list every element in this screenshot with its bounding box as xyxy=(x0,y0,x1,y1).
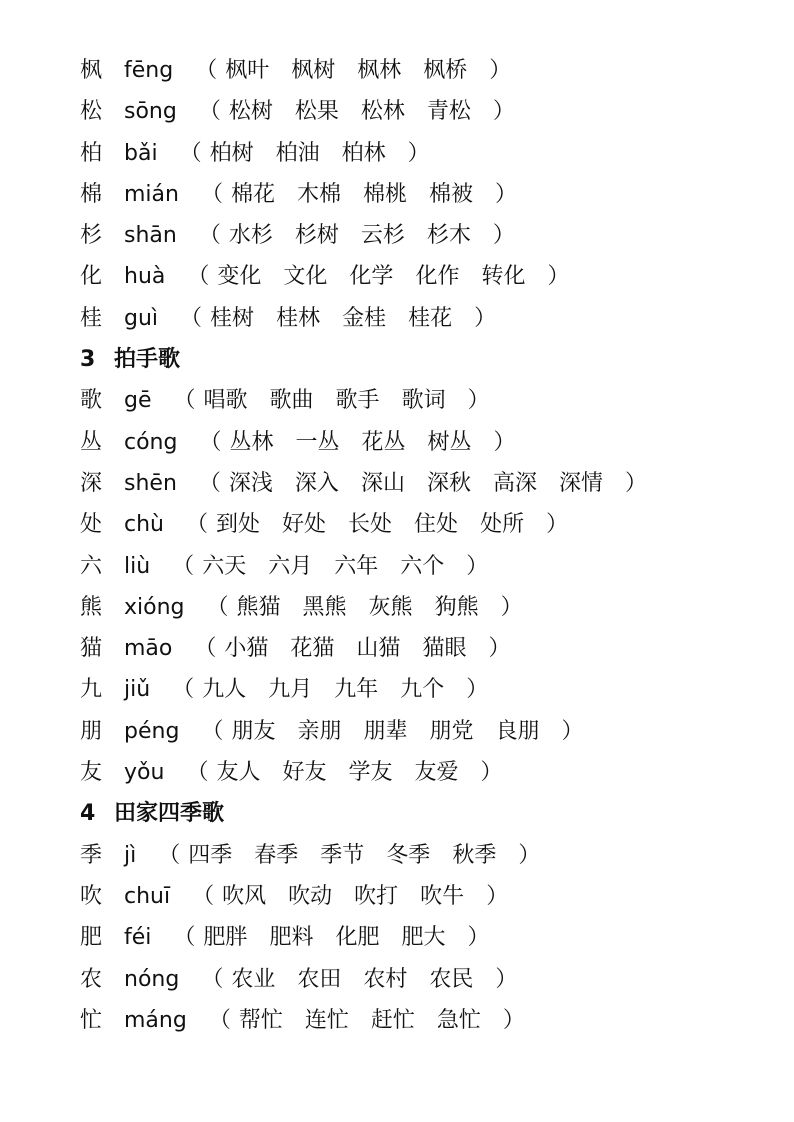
entry-word: 歌词 xyxy=(401,388,446,414)
close-paren: ） xyxy=(486,883,509,909)
open-paren: （ xyxy=(180,305,203,331)
close-paren: ） xyxy=(500,594,523,620)
entry-word: 九年 xyxy=(334,677,379,703)
entry-word: 农田 xyxy=(297,966,342,992)
entry-word: 九月 xyxy=(268,677,313,703)
vocab-entry xyxy=(80,752,780,793)
close-paren: ） xyxy=(492,99,515,125)
entry-pinyin: shēn xyxy=(124,470,177,496)
entry-pinyin: chù xyxy=(124,512,164,538)
open-paren: （ xyxy=(192,883,215,909)
entry-word: 四季 xyxy=(188,842,233,868)
close-paren: ） xyxy=(493,429,516,455)
entry-character: 朋 xyxy=(80,718,103,744)
entry-character: 棉 xyxy=(80,181,103,207)
entry-pinyin: jiǔ xyxy=(124,677,151,703)
entry-word: 农村 xyxy=(363,966,408,992)
vocab-entry xyxy=(80,711,780,752)
entry-word: 花猫 xyxy=(290,636,335,662)
close-paren: ） xyxy=(547,264,570,290)
entry-character: 化 xyxy=(80,264,103,290)
vocab-entry xyxy=(80,835,780,876)
entry-word: 柏树 xyxy=(209,140,254,166)
entry-word: 枫树 xyxy=(291,58,336,83)
entry-word: 杉木 xyxy=(426,223,471,249)
entry-word: 桂林 xyxy=(276,305,321,331)
vocab-entry xyxy=(80,959,780,1000)
entry-character: 肥 xyxy=(80,925,103,951)
vocab-entry xyxy=(80,91,780,132)
entry-word: 好友 xyxy=(282,760,327,786)
entry-word: 赶忙 xyxy=(370,1007,415,1033)
entry-word: 春季 xyxy=(254,842,299,868)
entry-word: 熊猫 xyxy=(236,594,281,620)
entry-pinyin: sōng xyxy=(124,99,177,125)
entry-word: 友爱 xyxy=(414,760,459,786)
entry-word: 高深 xyxy=(492,470,537,496)
entry-word: 朋党 xyxy=(429,718,474,744)
vocab-entry xyxy=(80,917,780,958)
entry-pinyin: péng xyxy=(124,718,180,744)
vocab-entry xyxy=(80,422,780,463)
entry-word: 桂树 xyxy=(210,305,255,331)
entry-word: 季节 xyxy=(320,842,365,868)
entry-pinyin: yǒu xyxy=(124,760,165,786)
open-paren: （ xyxy=(199,429,222,455)
open-paren: （ xyxy=(208,1007,231,1033)
open-paren: （ xyxy=(198,99,221,125)
vocab-entry xyxy=(80,669,780,710)
close-paren: ） xyxy=(474,305,497,331)
entry-word: 山猫 xyxy=(356,636,401,662)
entry-word: 连忙 xyxy=(304,1007,349,1033)
entry-pinyin: nóng xyxy=(124,966,180,992)
entry-word: 帮忙 xyxy=(238,1007,283,1033)
entry-word: 吹牛 xyxy=(420,883,465,909)
entry-word: 吹风 xyxy=(222,883,267,909)
entry-word: 朋辈 xyxy=(363,718,408,744)
entry-word: 六月 xyxy=(268,553,313,579)
entry-character: 农 xyxy=(80,966,103,992)
entry-word: 一丛 xyxy=(295,429,340,455)
entry-word: 黑熊 xyxy=(302,594,347,620)
entry-word: 吹打 xyxy=(354,883,399,909)
vocab-entry xyxy=(80,298,780,339)
entry-word: 秋季 xyxy=(452,842,497,868)
entry-character: 深 xyxy=(80,470,103,496)
section-number: 3 xyxy=(80,347,96,373)
entry-word: 长处 xyxy=(348,512,393,538)
close-paren: ） xyxy=(492,223,515,249)
entry-word: 深山 xyxy=(360,470,405,496)
open-paren: （ xyxy=(185,512,208,538)
entry-pinyin: māo xyxy=(124,636,173,662)
entry-character: 九 xyxy=(80,677,103,703)
close-paren: ） xyxy=(488,636,511,662)
entry-word: 处所 xyxy=(480,512,525,538)
entry-character: 猫 xyxy=(80,636,103,662)
vocab-entry xyxy=(80,380,780,421)
entry-word: 到处 xyxy=(216,512,261,538)
entry-word: 唱歌 xyxy=(203,388,248,414)
vocab-entry xyxy=(80,876,780,917)
entry-word: 冬季 xyxy=(386,842,431,868)
entry-word: 枫叶 xyxy=(225,58,270,83)
entry-character: 杉 xyxy=(80,223,103,249)
vocab-entry xyxy=(80,133,780,174)
entry-word: 水杉 xyxy=(228,223,273,249)
entry-word: 朋友 xyxy=(231,718,276,744)
close-paren: ） xyxy=(466,553,489,579)
vocab-entry xyxy=(80,628,780,669)
entry-word: 枫林 xyxy=(357,58,402,83)
entry-character: 吹 xyxy=(80,883,103,909)
entry-word: 棉桃 xyxy=(363,181,408,207)
entry-pinyin: shān xyxy=(124,223,177,249)
entry-word: 云杉 xyxy=(360,223,405,249)
entry-word: 六个 xyxy=(400,553,445,579)
entry-word: 树丛 xyxy=(427,429,472,455)
open-paren: （ xyxy=(198,223,221,249)
entry-word: 狗熊 xyxy=(434,594,479,620)
entry-word: 六天 xyxy=(202,553,247,579)
close-paren: ） xyxy=(467,925,490,951)
entry-pinyin: huà xyxy=(124,264,166,290)
entry-character: 柏 xyxy=(80,140,103,166)
entry-character: 松 xyxy=(80,99,103,125)
entry-pinyin: guì xyxy=(124,305,159,331)
entry-word: 松树 xyxy=(228,99,273,125)
entry-pinyin: cóng xyxy=(124,429,178,455)
vocab-entry xyxy=(80,463,780,504)
entry-word: 灰熊 xyxy=(368,594,413,620)
entry-word: 深入 xyxy=(294,470,339,496)
entry-word: 木棉 xyxy=(297,181,342,207)
entry-word: 金桂 xyxy=(342,305,387,331)
close-paren: ） xyxy=(467,388,490,414)
open-paren: （ xyxy=(172,553,195,579)
entry-word: 松林 xyxy=(360,99,405,125)
vocab-entry xyxy=(80,587,780,628)
open-paren: （ xyxy=(172,677,195,703)
entry-word: 文化 xyxy=(283,264,328,290)
entry-word: 桂花 xyxy=(408,305,453,331)
entry-word: 杉树 xyxy=(294,223,339,249)
entry-word: 住处 xyxy=(414,512,459,538)
entry-pinyin: chuī xyxy=(124,883,171,909)
entry-word: 深浅 xyxy=(228,470,273,496)
entry-word: 棉被 xyxy=(429,181,474,207)
open-paren: （ xyxy=(179,140,202,166)
entry-word: 柏林 xyxy=(341,140,386,166)
open-paren: （ xyxy=(187,264,210,290)
entry-word: 吹动 xyxy=(288,883,333,909)
entry-word: 农民 xyxy=(429,966,474,992)
entry-character: 桂 xyxy=(80,305,103,331)
entry-word: 六年 xyxy=(334,553,379,579)
entry-character: 处 xyxy=(80,512,103,538)
entry-pinyin: fēng xyxy=(124,58,174,83)
entry-word: 猫眼 xyxy=(422,636,467,662)
entry-word: 九个 xyxy=(400,677,445,703)
open-paren: （ xyxy=(201,966,224,992)
close-paren: ） xyxy=(495,181,518,207)
close-paren: ） xyxy=(480,760,503,786)
open-paren: （ xyxy=(200,181,223,207)
entry-word: 柏油 xyxy=(275,140,320,166)
entry-word: 急忙 xyxy=(436,1007,481,1033)
entry-word: 九人 xyxy=(202,677,247,703)
open-paren: （ xyxy=(195,58,218,83)
entry-word: 化学 xyxy=(349,264,394,290)
entry-word: 丛林 xyxy=(229,429,274,455)
entry-pinyin: xióng xyxy=(124,594,185,620)
entry-word: 化肥 xyxy=(335,925,380,951)
open-paren: （ xyxy=(186,760,209,786)
entry-word: 小猫 xyxy=(224,636,269,662)
entry-word: 好处 xyxy=(282,512,327,538)
entry-character: 忙 xyxy=(80,1007,103,1033)
vocabulary-page xyxy=(80,50,780,1041)
close-paren: ） xyxy=(546,512,569,538)
close-paren: ） xyxy=(625,470,648,496)
entry-pinyin: gē xyxy=(124,388,152,414)
open-paren: （ xyxy=(158,842,181,868)
entry-word: 深秋 xyxy=(426,470,471,496)
close-paren: ） xyxy=(466,677,489,703)
open-paren: （ xyxy=(198,470,221,496)
entry-word: 歌曲 xyxy=(269,388,314,414)
entry-character: 六 xyxy=(80,553,103,579)
entry-word: 农业 xyxy=(231,966,276,992)
entry-word: 青松 xyxy=(426,99,471,125)
vocab-entry xyxy=(80,1000,780,1041)
entry-character: 丛 xyxy=(80,429,103,455)
section-heading xyxy=(80,339,780,380)
close-paren: ） xyxy=(407,140,430,166)
entry-pinyin: máng xyxy=(124,1007,187,1033)
entry-pinyin: jì xyxy=(124,842,137,868)
entry-character: 歌 xyxy=(80,388,103,414)
open-paren: （ xyxy=(206,594,229,620)
entry-word: 学友 xyxy=(348,760,393,786)
entry-word: 亲朋 xyxy=(297,718,342,744)
entry-word: 深情 xyxy=(558,470,603,496)
open-paren: （ xyxy=(194,636,217,662)
entry-word: 化作 xyxy=(415,264,460,290)
section-heading xyxy=(80,793,780,834)
section-title: 田家四季歌 xyxy=(114,801,225,827)
entry-word: 歌手 xyxy=(335,388,380,414)
entry-word: 变化 xyxy=(217,264,262,290)
entry-character: 枫 xyxy=(80,58,103,83)
vocab-entry xyxy=(80,174,780,215)
close-paren: ） xyxy=(561,718,584,744)
section-number: 4 xyxy=(80,801,96,827)
vocab-entry xyxy=(80,504,780,545)
close-paren: ） xyxy=(489,58,512,83)
vocab-entry xyxy=(80,546,780,587)
close-paren: ） xyxy=(495,966,518,992)
entry-word: 棉花 xyxy=(230,181,275,207)
entry-character: 季 xyxy=(80,842,103,868)
entry-word: 枫桥 xyxy=(423,58,468,83)
entry-character: 熊 xyxy=(80,594,103,620)
entry-pinyin: liù xyxy=(124,553,151,579)
entry-pinyin: féi xyxy=(124,925,152,951)
entry-word: 肥料 xyxy=(269,925,314,951)
entry-word: 肥胖 xyxy=(203,925,248,951)
entry-word: 肥大 xyxy=(401,925,446,951)
vocab-entry xyxy=(80,256,780,297)
entry-pinyin: bǎi xyxy=(124,140,158,166)
section-title: 拍手歌 xyxy=(114,347,181,373)
close-paren: ） xyxy=(502,1007,525,1033)
entry-character: 友 xyxy=(80,760,103,786)
vocab-entry xyxy=(80,215,780,256)
entry-word: 松果 xyxy=(294,99,339,125)
entry-word: 良朋 xyxy=(495,718,540,744)
vocab-entry xyxy=(80,50,780,91)
entry-word: 转化 xyxy=(481,264,526,290)
entry-pinyin: mián xyxy=(124,181,179,207)
open-paren: （ xyxy=(173,388,196,414)
close-paren: ） xyxy=(518,842,541,868)
entry-word: 友人 xyxy=(216,760,261,786)
open-paren: （ xyxy=(173,925,196,951)
open-paren: （ xyxy=(201,718,224,744)
entry-word: 花丛 xyxy=(361,429,406,455)
